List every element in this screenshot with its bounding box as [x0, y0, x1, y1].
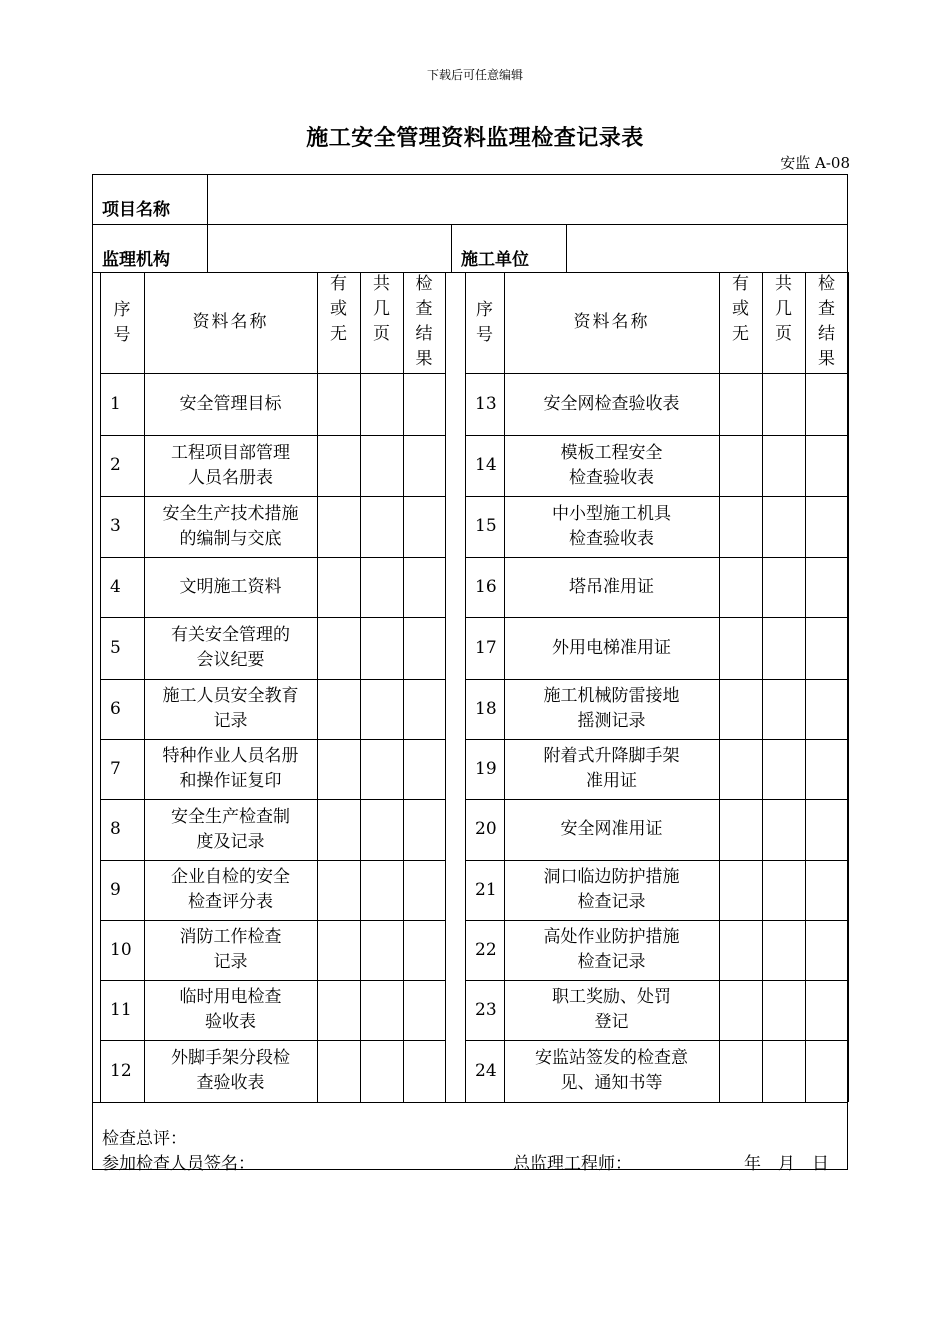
row-number: 1: [110, 393, 121, 414]
exists-cell[interactable]: [719, 496, 762, 557]
exists-cell[interactable]: [317, 557, 360, 617]
row-doc-name: 临时用电检查 验收表: [179, 987, 282, 1032]
row-number: 14: [475, 455, 497, 475]
construction-unit-field[interactable]: [569, 228, 845, 268]
row-number: 17: [475, 637, 497, 658]
row-doc-name: 安全生产检查制 度及记录: [171, 806, 290, 852]
left-header-exists: 有 或 无: [330, 274, 347, 344]
row-doc-name: 安监站签发的检查意 见、通知书等: [535, 1048, 688, 1093]
row-number: 24: [475, 1060, 497, 1081]
pages-cell[interactable]: [762, 1040, 805, 1102]
row-number: 23: [475, 999, 497, 1020]
divider: [92, 224, 848, 225]
row-doc-name: 外用电梯准用证: [552, 637, 671, 658]
exists-cell[interactable]: [317, 373, 360, 435]
row-number: 16: [475, 576, 497, 597]
project-name-label: 项目名称: [102, 200, 170, 220]
exists-cell[interactable]: [317, 1040, 360, 1102]
exists-cell[interactable]: [317, 980, 360, 1040]
result-cell[interactable]: [805, 617, 848, 679]
result-cell[interactable]: [805, 679, 848, 739]
result-cell[interactable]: [403, 739, 445, 799]
row-doc-name: 塔吊准用证: [569, 576, 654, 597]
pages-cell[interactable]: [762, 860, 805, 920]
row-doc-name: 模板工程安全 检查验收表: [560, 442, 663, 488]
row-number: 10: [110, 939, 132, 960]
pages-cell[interactable]: [360, 739, 403, 799]
exists-cell[interactable]: [317, 617, 360, 679]
exists-cell[interactable]: [719, 980, 762, 1040]
row-number: 13: [475, 393, 497, 414]
row-number: 22: [475, 939, 497, 960]
exists-cell[interactable]: [719, 373, 762, 435]
row-number: 11: [110, 999, 132, 1020]
row-doc-name: 特种作业人员名册 和操作证复印: [162, 746, 299, 791]
chief-engineer-label: 总监理工程师：: [513, 1154, 632, 1174]
result-cell[interactable]: [403, 557, 445, 617]
result-cell[interactable]: [805, 980, 848, 1040]
right-header-exists: 有 或 无: [732, 274, 749, 344]
pages-cell[interactable]: [762, 739, 805, 799]
result-cell[interactable]: [403, 980, 445, 1040]
pages-cell[interactable]: [762, 799, 805, 860]
row-doc-name: 有关安全管理的 会议纪要: [171, 625, 290, 670]
pages-cell[interactable]: [762, 920, 805, 980]
left-header-result: 检 查 结 果: [415, 274, 433, 369]
result-cell[interactable]: [403, 496, 445, 557]
pages-cell[interactable]: [762, 557, 805, 617]
pages-cell[interactable]: [762, 496, 805, 557]
row-doc-name: 安全管理目标: [179, 393, 282, 414]
result-cell[interactable]: [403, 679, 445, 739]
right-header-doc-name: 资料名称: [573, 312, 650, 332]
exists-cell[interactable]: [317, 860, 360, 920]
exists-cell[interactable]: [719, 435, 762, 496]
left-header-seq: 序 号: [113, 299, 131, 345]
exists-cell[interactable]: [317, 920, 360, 980]
exists-cell[interactable]: [317, 435, 360, 496]
grid-line: [465, 1102, 848, 1103]
pages-cell[interactable]: [360, 617, 403, 679]
exists-cell[interactable]: [719, 739, 762, 799]
divider: [207, 174, 208, 272]
result-cell[interactable]: [805, 920, 848, 980]
pages-cell[interactable]: [762, 435, 805, 496]
result-cell[interactable]: [805, 860, 848, 920]
row-number: 4: [110, 576, 121, 597]
pages-cell[interactable]: [360, 860, 403, 920]
result-cell[interactable]: [403, 373, 445, 435]
pages-cell[interactable]: [762, 679, 805, 739]
supervisor-org-label: 监理机构: [102, 250, 170, 270]
row-doc-name: 安全生产技术措施 的编制与交底: [162, 503, 299, 549]
pages-cell[interactable]: [360, 496, 403, 557]
left-header-pages: 共 几 页: [373, 274, 390, 344]
divider: [451, 224, 452, 272]
exists-cell[interactable]: [317, 679, 360, 739]
row-doc-name: 高处作业防护措施 检查记录: [543, 927, 680, 972]
right-header-pages: 共 几 页: [775, 274, 792, 344]
row-doc-name: 消防工作检查 记录: [179, 927, 282, 972]
page-title: 施工安全管理资料监理检查记录表: [306, 125, 644, 151]
result-cell[interactable]: [805, 799, 848, 860]
exists-cell[interactable]: [317, 739, 360, 799]
left-header-doc-name: 资料名称: [192, 312, 269, 332]
row-doc-name: 中小型施工机具 检查验收表: [552, 503, 671, 549]
result-cell[interactable]: [403, 617, 445, 679]
exists-cell[interactable]: [719, 679, 762, 739]
row-number: 6: [110, 698, 121, 719]
result-cell[interactable]: [805, 739, 848, 799]
pages-cell[interactable]: [762, 980, 805, 1040]
pages-cell[interactable]: [360, 980, 403, 1040]
row-doc-name: 施工人员安全教育 记录: [162, 686, 299, 731]
sign-date: 年 月 日: [744, 1154, 829, 1174]
row-number: 9: [110, 879, 121, 900]
row-number: 21: [475, 879, 497, 900]
pages-cell[interactable]: [360, 1040, 403, 1102]
row-number: 15: [475, 516, 497, 536]
pages-cell[interactable]: [360, 799, 403, 860]
pages-cell[interactable]: [360, 435, 403, 496]
exists-cell[interactable]: [719, 617, 762, 679]
exists-cell[interactable]: [719, 1040, 762, 1102]
result-cell[interactable]: [403, 860, 445, 920]
row-doc-name: 工程项目部管理 人员名册表: [171, 442, 290, 488]
result-cell[interactable]: [805, 1040, 848, 1102]
row-number: 5: [110, 637, 121, 658]
exists-cell[interactable]: [719, 860, 762, 920]
row-number: 18: [475, 698, 497, 719]
row-doc-name: 文明施工资料: [179, 576, 282, 597]
result-cell[interactable]: [403, 435, 445, 496]
row-doc-name: 施工机械防雷接地 摇测记录: [543, 686, 680, 731]
row-number: 20: [475, 819, 497, 839]
grid-line: [100, 1102, 445, 1103]
pages-cell[interactable]: [360, 373, 403, 435]
row-number: 2: [110, 455, 121, 475]
exists-cell[interactable]: [317, 496, 360, 557]
row-doc-name: 附着式升降脚手架 准用证: [543, 746, 680, 791]
row-doc-name: 企业自检的安全 检查评分表: [171, 867, 290, 912]
exists-cell[interactable]: [719, 920, 762, 980]
pages-cell[interactable]: [360, 679, 403, 739]
row-doc-name: 职工奖励、处罚 登记: [552, 987, 671, 1032]
project-name-field[interactable]: [210, 178, 844, 220]
pages-cell[interactable]: [360, 557, 403, 617]
grid-line: [848, 272, 849, 1102]
participants-label: 参加检查人员签名：: [102, 1154, 255, 1174]
divider: [566, 224, 567, 272]
result-cell[interactable]: [403, 1040, 445, 1102]
right-header-seq: 序 号: [476, 299, 493, 345]
pages-cell[interactable]: [762, 373, 805, 435]
result-cell[interactable]: [805, 557, 848, 617]
result-cell[interactable]: [403, 799, 445, 860]
row-doc-name: 安全网检查验收表: [543, 393, 680, 414]
exists-cell[interactable]: [719, 799, 762, 860]
header-note: 下载后可任意编辑: [426, 68, 523, 82]
construction-unit-label: 施工单位: [461, 250, 529, 270]
row-number: 8: [110, 819, 121, 839]
result-cell[interactable]: [805, 435, 848, 496]
review-label: 检查总评：: [102, 1129, 187, 1149]
result-cell[interactable]: [403, 920, 445, 980]
exists-cell[interactable]: [719, 557, 762, 617]
row-doc-name: 洞口临边防护措施 检查记录: [543, 867, 680, 912]
exists-cell[interactable]: [317, 799, 360, 860]
row-number: 12: [110, 1060, 132, 1081]
pages-cell[interactable]: [762, 617, 805, 679]
row-number: 7: [110, 758, 121, 779]
result-cell[interactable]: [805, 373, 848, 435]
form-code: 安监 A-08: [780, 154, 850, 172]
right-header-result: 检 查 结 果: [818, 274, 835, 369]
row-number: 19: [475, 758, 497, 779]
supervisor-org-field[interactable]: [210, 228, 448, 268]
row-doc-name: 外脚手架分段检 查验收表: [171, 1048, 290, 1093]
pages-cell[interactable]: [360, 920, 403, 980]
row-number: 3: [110, 516, 121, 536]
row-doc-name: 安全网准用证: [560, 819, 663, 839]
grid-line: [445, 272, 446, 1102]
result-cell[interactable]: [805, 496, 848, 557]
